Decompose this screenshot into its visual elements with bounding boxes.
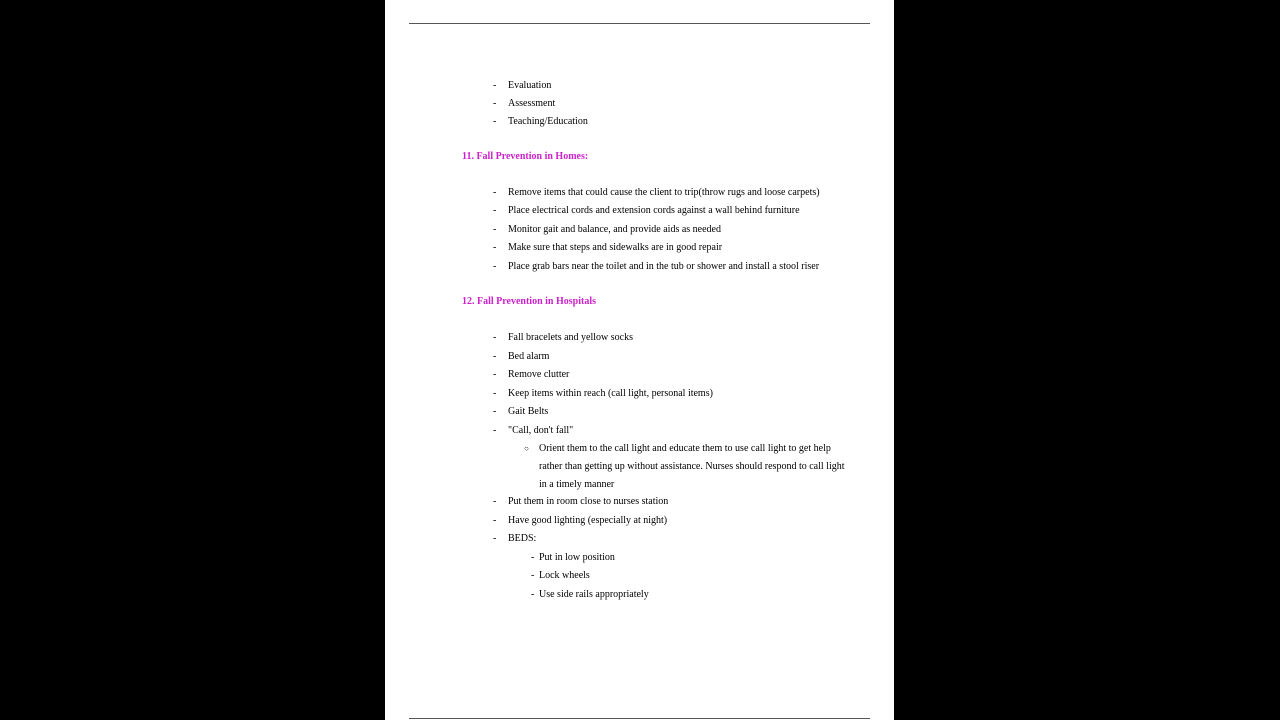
list-item-text: Evaluation [508, 80, 552, 91]
list-item-text: Put them in room close to nurses station [508, 496, 669, 507]
list-item-text: Monitor gait and balance, and provide aids as needed [508, 224, 721, 235]
list-item-text: Bed alarm [508, 351, 550, 362]
document-page [385, 0, 894, 720]
dash-bullet: - [493, 388, 497, 399]
list-item-text: Teaching/Education [508, 116, 588, 127]
dash-bullet: - [493, 351, 497, 362]
list-item-text: Place grab bars near the toilet and in the tub or shower and install a stool riser [508, 261, 820, 272]
dash-bullet: - [493, 98, 497, 109]
dash-bullet: - [531, 589, 535, 600]
sub-list-item-text: Put in low position [539, 552, 615, 563]
dash-bullet: - [493, 515, 497, 526]
dash-bullet: - [493, 205, 497, 216]
dash-bullet: - [493, 533, 497, 544]
list-item-text: Keep items within reach (call light, personal items) [508, 388, 713, 399]
dash-bullet: - [493, 187, 497, 198]
dash-bullet: - [493, 224, 497, 235]
dash-bullet: - [493, 242, 497, 253]
list-item-text: Have good lighting (especially at night) [508, 515, 668, 526]
dash-bullet: - [493, 116, 497, 127]
header-rule [409, 23, 870, 24]
footer-rule [409, 718, 870, 719]
dash-bullet: - [531, 552, 535, 563]
dash-bullet: - [531, 570, 535, 581]
dash-bullet: - [493, 261, 497, 272]
section-heading: 11. Fall Prevention in Homes: [462, 151, 589, 162]
dash-bullet: - [493, 496, 497, 507]
dash-bullet: - [493, 425, 497, 436]
sub-list-item-text: Lock wheels [539, 570, 590, 581]
sub-list-item-text: Orient them to the call light and educate them to use call light to get help rather than getting up without assistance. Nurses should respond to call light in a timely manner [539, 443, 845, 490]
dash-bullet: - [493, 80, 497, 91]
dash-bullet: - [493, 369, 497, 380]
sub-list-item-text: Use side rails appropriately [539, 589, 649, 600]
list-item-text: Fall bracelets and yellow socks [508, 332, 633, 343]
list-item-text: Gait Belts [508, 406, 549, 417]
list-item-text: BEDS: [508, 533, 537, 544]
circle-bullet-icon: ○ [524, 444, 529, 453]
section-heading: 12. Fall Prevention in Hospitals [462, 296, 596, 307]
list-item-text: Place electrical cords and extension cords against a wall behind furniture [508, 205, 800, 216]
dash-bullet: - [493, 332, 497, 343]
list-item-text: Make sure that steps and sidewalks are in good repair [508, 242, 723, 253]
list-item-text: Remove items that could cause the client to trip(throw rugs and loose carpets) [508, 187, 820, 198]
dash-bullet: - [493, 406, 497, 417]
list-item-text: "Call, don't fall" [508, 425, 574, 436]
list-item-text: Assessment [508, 98, 556, 109]
list-item-text: Remove clutter [508, 369, 570, 380]
